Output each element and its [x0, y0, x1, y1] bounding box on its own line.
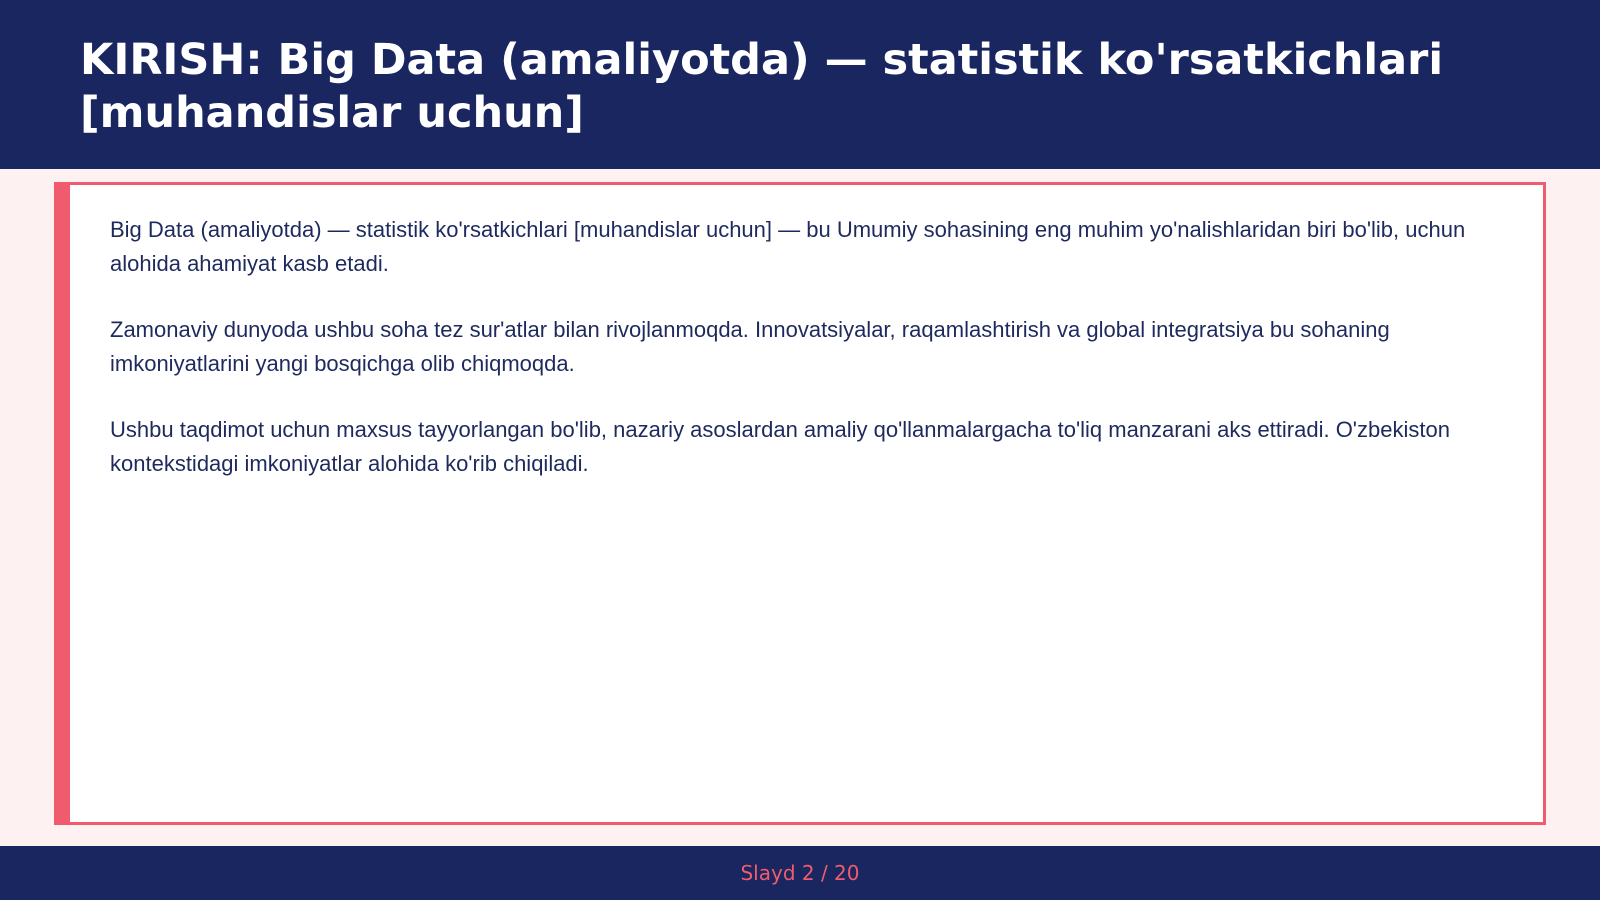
slide-counter: Slayd 2 / 20: [740, 861, 860, 885]
slide-title: KIRISH: Big Data (amaliyotda) — statistik ko'rsatkichlari [muhandislar uchun]: [80, 35, 1444, 138]
slide-footer: [0, 846, 1600, 900]
content-box: [54, 182, 1546, 825]
slide-header: [0, 0, 1600, 169]
paragraph-modern-world: Zamonaviy dunyoda ushbu soha tez sur'atlar bilan rivojlanmoqda. Innovatsiyalar, raqamlashtirish va global integratsiya bu sohaning imkoniyatlarini yangi bosqichga olib chiqmoqda.: [110, 317, 1390, 376]
paragraph-intro: Big Data (amaliyotda) — statistik ko'rsatkichlari [muhandislar uchun] — bu Umumiy sohasining eng muhim yo'nalishlaridan biri bo'lib, uchun alohida ahamiyat kasb etadi.: [110, 217, 1466, 276]
body-text: [110, 213, 1510, 513]
paragraph-presentation-purpose: Ushbu taqdimot uchun maxsus tayyorlangan bo'lib, nazariy asoslardan amaliy qo'llanmalargacha to'liq manzarani aks ettiradi. O'zbekiston kontekstidagi imkoniyatlar alohida ko'rib chiqiladi.: [110, 417, 1450, 476]
